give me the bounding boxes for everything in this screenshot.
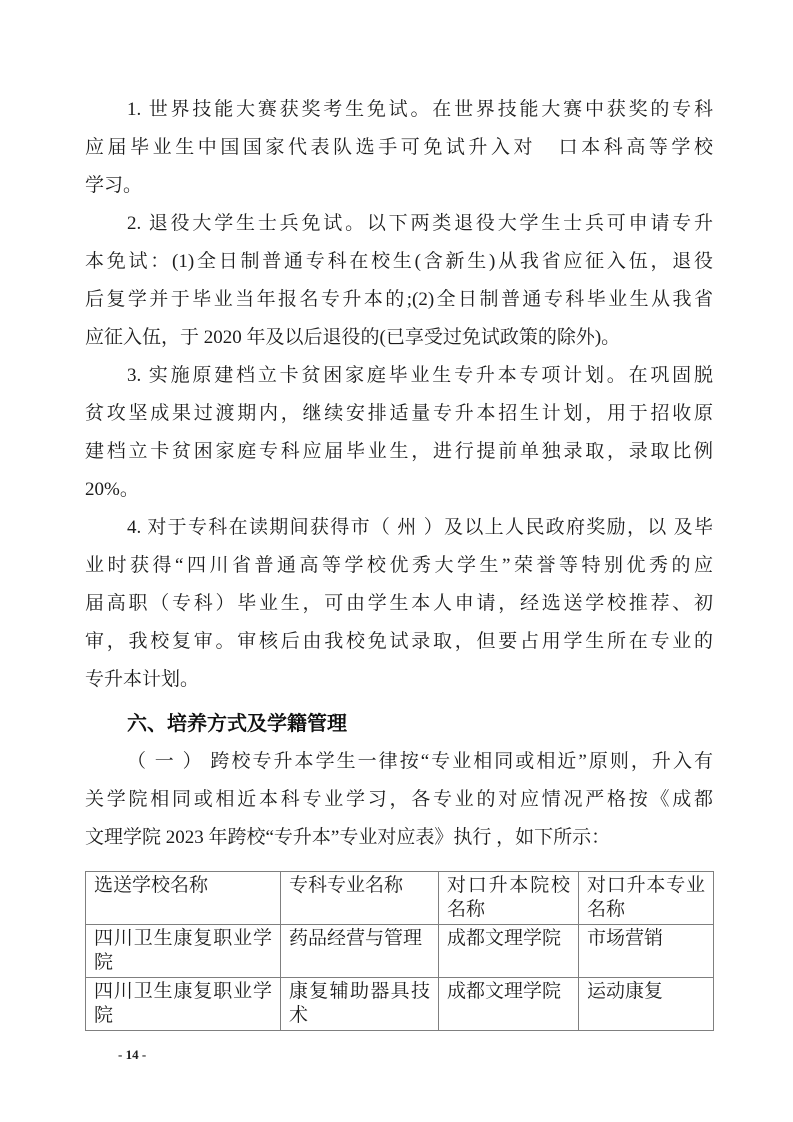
text-line: 业时获得“四川省普通高等学校优秀大学生”荣誉等特别优秀的应 bbox=[85, 555, 713, 576]
text-line: 2. 退役大学生士兵免试。以下两类退役大学生士兵可申请专升 bbox=[127, 213, 713, 234]
table-cell: 四川卫生康复职业学院 bbox=[86, 925, 281, 978]
text-line: 学习。 bbox=[85, 175, 143, 196]
text-line: 届高职（专科）毕业生，可由学生本人申请，经选送学校推荐、初 bbox=[85, 593, 713, 614]
body-paragraphs-top bbox=[85, 91, 713, 699]
paragraph bbox=[85, 743, 713, 857]
text-line: 审，我校复审。审核后由我校免试录取，但要占用学生所在专业的 bbox=[85, 631, 713, 652]
paragraph bbox=[85, 357, 713, 509]
table-cell: 药品经营与管理 bbox=[281, 925, 439, 978]
text-line: 建档立卡贫困家庭专科应届毕业生，进行提前单独录取，录取比例 bbox=[85, 441, 713, 462]
table-row bbox=[86, 925, 714, 978]
text-line: 3. 实施原建档立卡贫困家庭毕业生专升本专项计划。在巩固脱 bbox=[127, 365, 713, 386]
major-mapping-table bbox=[85, 871, 714, 1031]
section-heading: 六、培养方式及学籍管理 bbox=[127, 713, 347, 735]
body-paragraphs-bottom bbox=[85, 743, 713, 857]
text-line: 4. 对于专科在读期间获得市（ 州 ）及以上人民政府奖励，以 及毕 bbox=[127, 517, 713, 538]
table-cell: 成都文理学院 bbox=[439, 978, 579, 1031]
page-number: - 14 - bbox=[118, 1047, 147, 1062]
text-line: 应征入伍，于 2020 年及以后退役的(已享受过免试政策的除外)。 bbox=[85, 327, 621, 348]
paragraph bbox=[85, 509, 713, 699]
text-line: 应届毕业生中国国家代表队选手可免试升入对 口本科高等学校 bbox=[85, 137, 713, 158]
text-line: 贫攻坚成果过渡期内，继续安排适量专升本招生计划，用于招收原 bbox=[85, 403, 713, 424]
text-line: 专升本计划。 bbox=[85, 669, 200, 690]
text-line: 关学院相同或相近本科专业学习，各专业的对应情况严格按《成都 bbox=[85, 789, 713, 810]
text-line: 20%。 bbox=[85, 479, 139, 500]
table-header-cell: 选送学校名称 bbox=[86, 872, 281, 925]
paragraph bbox=[85, 205, 713, 357]
table-header-cell: 对口升本专业名称 bbox=[579, 872, 714, 925]
page-content bbox=[85, 91, 713, 1063]
text-line: 1. 世界技能大赛获奖考生免试。在世界技能大赛中获奖的专科 bbox=[127, 99, 713, 120]
table-header-cell: 对口升本院校名称 bbox=[439, 872, 579, 925]
text-line: 文理学院 2023 年跨校“专升本”专业对应表》执行 ，如下所示： bbox=[85, 827, 611, 848]
paragraph bbox=[85, 91, 713, 205]
table-cell: 运动康复 bbox=[579, 978, 714, 1031]
table-cell: 成都文理学院 bbox=[439, 925, 579, 978]
table-header-row bbox=[86, 872, 714, 925]
table-cell: 市场营销 bbox=[579, 925, 714, 978]
table-row bbox=[86, 978, 714, 1031]
table-header-cell: 专科专业名称 bbox=[281, 872, 439, 925]
text-line: （ 一 ） 跨校专升本学生一律按“专业相同或相近”原则，升入有 bbox=[127, 751, 713, 772]
text-line: 后复学并于毕业当年报名专升本的;(2)全日制普通专科毕业生从我省 bbox=[85, 289, 713, 310]
table-body bbox=[86, 925, 714, 1031]
table-header bbox=[86, 872, 714, 925]
table-cell: 康复辅助器具技术 bbox=[281, 978, 439, 1031]
text-line: 本免试：(1)全日制普通专科在校生(含新生)从我省应征入伍，退役 bbox=[85, 251, 713, 272]
table-cell: 四川卫生康复职业学院 bbox=[86, 978, 281, 1031]
